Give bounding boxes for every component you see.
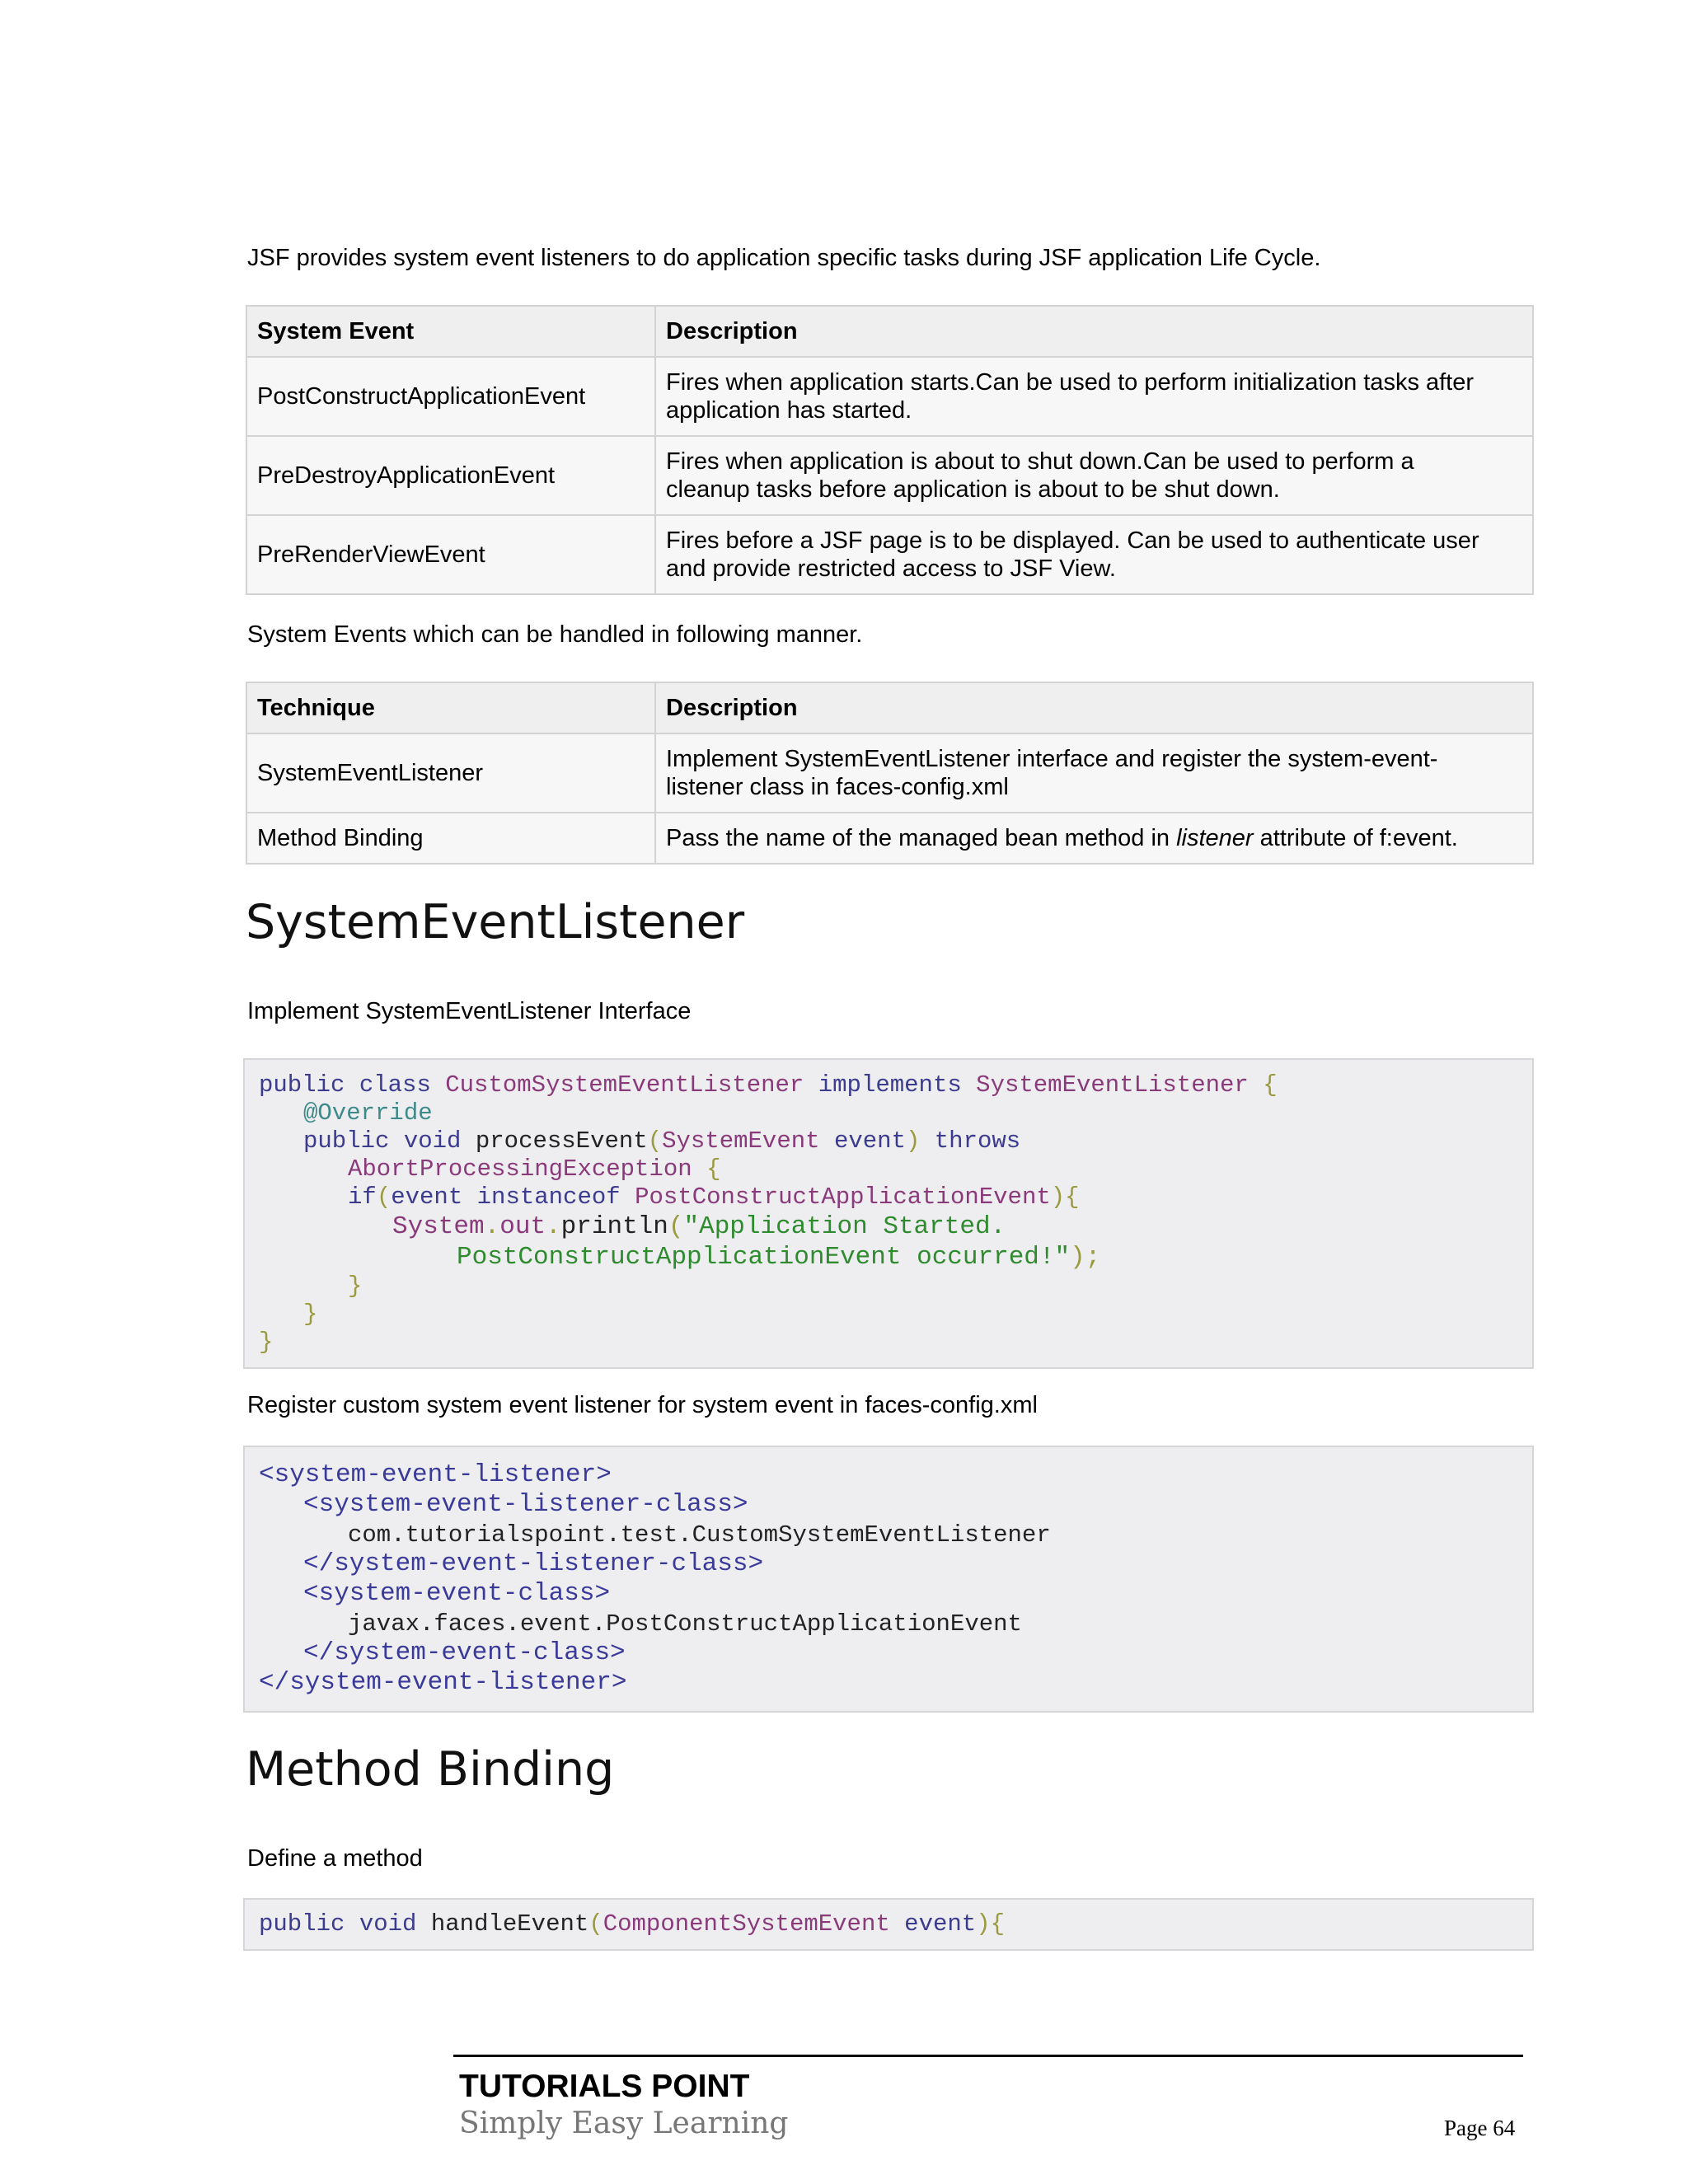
footer-brand: TUTORIALS POINT xyxy=(459,2069,750,2104)
section-subtitle: Define a method xyxy=(247,1845,423,1872)
code-line: <system-event-class> xyxy=(303,1579,611,1608)
event-description: Fires when application is about to shut down.Can be used to perform a cleanup tasks before application is about to be shut down. xyxy=(655,436,1533,515)
header-description: Description xyxy=(655,682,1533,733)
header-system-event: System Event xyxy=(246,306,655,357)
event-name: PostConstructApplicationEvent xyxy=(246,357,655,436)
intro-paragraph: JSF provides system event listeners to do application specific tasks during JSF application Life Cycle. xyxy=(247,245,1321,271)
section-subtitle: Implement SystemEventListener Interface xyxy=(247,998,692,1024)
table-row xyxy=(246,813,1533,864)
system-events-table xyxy=(246,305,1534,595)
code-line: </system-event-listener> xyxy=(259,1668,627,1697)
code-line: AbortProcessingException { xyxy=(348,1155,721,1183)
event-description: Fires before a JSF page is to be displayed. Can be used to authenticate user and provide restricted access to JSF View. xyxy=(655,515,1533,594)
section-heading-system-event-listener: SystemEventListener xyxy=(246,895,745,949)
table-row xyxy=(246,357,1533,436)
page-number: Page 64 xyxy=(1444,2116,1516,2140)
handling-paragraph: System Events which can be handled in following manner. xyxy=(247,621,863,648)
code-line: } xyxy=(348,1272,363,1300)
table-header-row xyxy=(246,306,1533,357)
section-heading-method-binding: Method Binding xyxy=(246,1742,615,1797)
code-block-faces-config xyxy=(243,1446,1534,1713)
code-block-listener xyxy=(243,1058,1534,1369)
code-line: <system-event-listener-class> xyxy=(303,1490,748,1519)
table-row xyxy=(246,436,1533,515)
technique-description: Implement SystemEventListener interface and register the system-event- listener class in faces-config.xml xyxy=(655,733,1533,813)
code-line: } xyxy=(259,1329,274,1356)
event-name: PreRenderViewEvent xyxy=(246,515,655,594)
code-line: public class CustomSystemEventListener implements SystemEventListener { xyxy=(259,1071,1278,1099)
code-line: </system-event-listener-class> xyxy=(303,1549,764,1578)
techniques-table xyxy=(246,682,1534,865)
code-line: @Override xyxy=(303,1099,433,1127)
code-line: System.out.println("Application Started. xyxy=(392,1212,1006,1241)
code-line: PostConstructApplicationEvent occurred!"); xyxy=(457,1243,1101,1272)
code-line: com.tutorialspoint.test.CustomSystemEventListener xyxy=(348,1521,1051,1549)
code-line: <system-event-listener> xyxy=(259,1460,612,1489)
header-description: Description xyxy=(655,306,1533,357)
code-line: </system-event-class> xyxy=(303,1638,626,1667)
event-description: Fires when application starts.Can be used to perform initialization tasks after application has started. xyxy=(655,357,1533,436)
code-line: } xyxy=(303,1301,318,1328)
header-technique: Technique xyxy=(246,682,655,733)
table-row xyxy=(246,733,1533,813)
event-name: PreDestroyApplicationEvent xyxy=(246,436,655,515)
table-header-row xyxy=(246,682,1533,733)
code-line: public void handleEvent(ComponentSystemEvent event){ xyxy=(259,1910,1005,1938)
register-paragraph: Register custom system event listener for system event in faces-config.xml xyxy=(247,1392,1038,1418)
technique-name: Method Binding xyxy=(246,813,655,864)
code-line: javax.faces.event.PostConstructApplicationEvent xyxy=(348,1610,1022,1638)
table-row xyxy=(246,515,1533,594)
footer-tagline: Simply Easy Learning xyxy=(459,2107,789,2140)
technique-name: SystemEventListener xyxy=(246,733,655,813)
code-line: if(event instanceof PostConstructApplicationEvent){ xyxy=(348,1183,1080,1211)
code-block-method xyxy=(243,1898,1534,1951)
footer-divider xyxy=(453,2055,1523,2057)
technique-description: Pass the name of the managed bean method in listener attribute of f:event. xyxy=(655,813,1533,864)
code-line: public void processEvent(SystemEvent event) throws xyxy=(303,1127,1021,1155)
